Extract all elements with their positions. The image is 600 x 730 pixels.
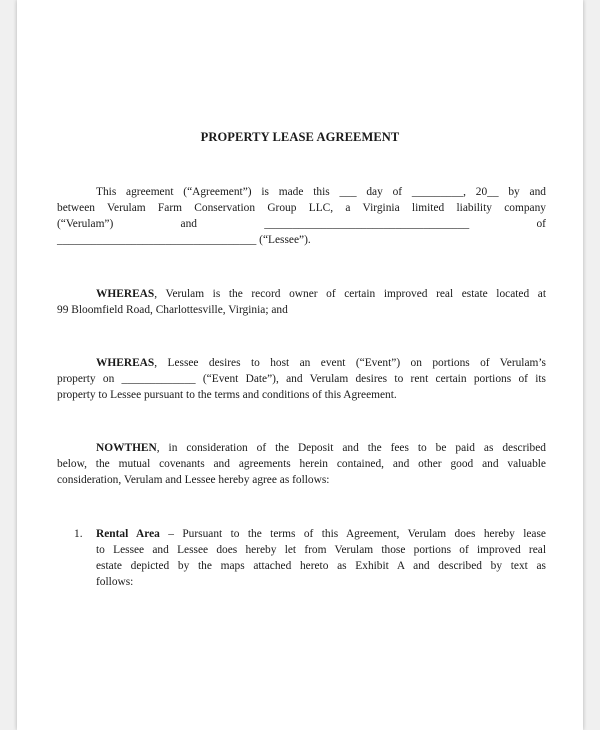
whereas2-line-1-text: , Lessee desires to host an event (“Event”) on portions of Verulam’s bbox=[154, 357, 546, 369]
whereas1-line-1-text: , Verulam is the record owner of certain improved real estate located at bbox=[154, 288, 546, 300]
of-word: of bbox=[536, 218, 546, 230]
nowthen-line-1 bbox=[57, 440, 546, 456]
whereas1-line-2: 99 Bloomfield Road, Charlottesville, Virginia; and bbox=[57, 304, 288, 316]
intro-line-2: between Verulam Farm Conservation Group LLC, a Virginia limited liability company bbox=[57, 202, 546, 214]
lessee-name-blank: ____________________________________ bbox=[264, 218, 470, 230]
item1-line-1 bbox=[96, 526, 546, 542]
intro-paragraph bbox=[57, 184, 546, 248]
document-page bbox=[17, 0, 583, 730]
nowthen-line-2: below, the mutual covenants and agreements herein contained, and other good and valuable bbox=[57, 458, 546, 470]
and-word: and bbox=[180, 218, 197, 230]
verulam-label: (“Verulam”) bbox=[57, 218, 114, 230]
whereas-paragraph-2 bbox=[57, 355, 546, 403]
intro-line-4: ___________________________________ (“Lessee”). bbox=[57, 234, 311, 246]
list-item-body bbox=[96, 526, 546, 590]
item1-line-3: estate depicted by the maps attached hereto as Exhibit A and described by text as bbox=[96, 560, 546, 572]
whereas1-heading: WHEREAS bbox=[96, 288, 155, 300]
whereas2-heading: WHEREAS bbox=[96, 357, 155, 369]
rental-area-heading: Rental Area bbox=[96, 528, 160, 540]
nowthen-heading: NOWTHEN bbox=[96, 442, 157, 454]
whereas2-line-2: property on _____________ (“Event Date”), and Verulam desires to rent certain portions of its bbox=[57, 373, 546, 385]
item1-line-4: follows: bbox=[96, 576, 134, 588]
intro-line-1: This agreement (“Agreement”) is made this ___ day of _________, 20__ by and bbox=[96, 186, 546, 198]
nowthen-line-3: consideration, Verulam and Lessee hereby agree as follows: bbox=[57, 474, 330, 486]
intro-line-3 bbox=[57, 216, 546, 232]
whereas2-line-1 bbox=[57, 355, 546, 371]
item1-line-2: to Lessee and Lessee does hereby let from Verulam those portions of improved real bbox=[96, 544, 546, 556]
whereas1-line-1 bbox=[57, 286, 546, 302]
whereas-paragraph-1 bbox=[57, 286, 546, 318]
item1-line-1-text: – Pursuant to the terms of this Agreement, Verulam does hereby lease bbox=[159, 528, 546, 540]
whereas2-line-3: property to Lessee pursuant to the terms and conditions of this Agreement. bbox=[57, 389, 397, 401]
nowthen-paragraph bbox=[57, 440, 546, 488]
nowthen-line-1-text: , in consideration of the Deposit and the fees to be paid as described bbox=[156, 442, 546, 454]
list-number: 1. bbox=[74, 528, 83, 540]
document-title: PROPERTY LEASE AGREEMENT bbox=[200, 130, 400, 144]
